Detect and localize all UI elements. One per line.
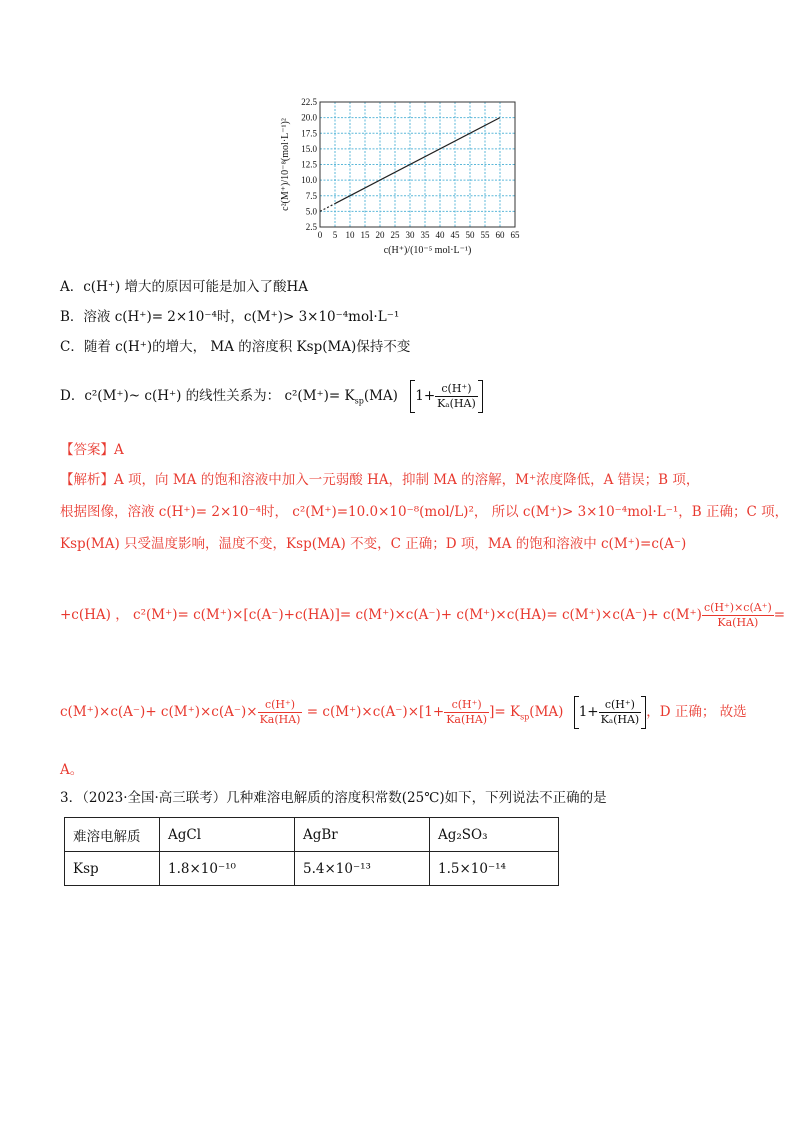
analysis-line-4-fraction [702, 601, 774, 630]
analysis-line-5-c: ]= K [489, 704, 521, 720]
table-cell: Ksp [65, 852, 160, 886]
y-tick-label: 10.0 [301, 175, 317, 186]
x-tick-label: 25 [390, 230, 400, 240]
analysis-line-5-d: (MA) [529, 704, 568, 720]
analysis-line-5-b: = c(M⁺)×c(A⁻)×[1+ [302, 704, 445, 720]
x-tick-label: 20 [375, 230, 385, 240]
x-tick-label: 15 [360, 230, 370, 240]
analysis-line-1: 【解析】A 项，向 MA 的饱和溶液中加入一元弱酸 HA，抑制 MA 的溶解，M⁺浓度降低，A 错误；B 项， [60, 472, 700, 488]
table-cell: 5.4×10⁻¹³ [295, 852, 430, 886]
x-tick-label: 35 [420, 230, 430, 240]
x-tick-label: 0 [317, 230, 323, 240]
ksp-table [64, 817, 559, 886]
option-d-denominator: Kₐ(HA) [437, 397, 476, 410]
option-d-sub: sp [354, 396, 364, 406]
option-c: C．随着 c(H⁺)的增大， MA 的溶度积 Ksp(MA)保持不变 [60, 339, 411, 355]
analysis-line-2: 根据图像，溶液 c(H⁺)= 2×10⁻⁴时， c²(M⁺)=10.0×10⁻⁸(mol/L)²， 所以 c(M⁺)> 3×10⁻⁴mol·L⁻¹，B 正确；C 项， [60, 504, 789, 520]
chart-ylabel: c²(M⁺)/10⁻⁸(mol·L⁻¹)² [280, 118, 291, 211]
analysis-line-6: A。 [60, 762, 84, 778]
table-header-row [65, 818, 559, 852]
x-tick-label: 55 [480, 230, 490, 240]
analysis-line-4-denominator: Ka(HA) [717, 616, 759, 629]
y-tick-label: 20.0 [301, 112, 317, 123]
table-header: Ag₂SO₃ [430, 818, 559, 852]
analysis-line-4-text: +c(HA) ， c²(M⁺)= c(M⁺)×[c(A⁻)+c(HA)]= c(M⁺)×c(A⁻)+ c(M⁺)×c(HA)= c(M⁺)×c(A⁻)+ c(M⁺) [60, 607, 702, 623]
analysis-line-5-fraction-2 [444, 698, 489, 727]
answer: 【答案】A [60, 442, 124, 458]
x-tick-label: 65 [510, 230, 520, 240]
option-d-fraction [435, 382, 478, 411]
analysis-line-5-den-2: Ka(HA) [446, 713, 488, 726]
analysis-line-3: Ksp(MA) 只受温度影响，温度不变，Ksp(MA) 不变，C 正确；D 项，MA 的饱和溶液中 c(M⁺)=c(A⁻) [60, 536, 687, 552]
analysis-line-5-den-1: Ka(HA) [259, 713, 301, 726]
y-tick-label: 7.5 [305, 190, 317, 201]
analysis-line-5-num-3: c(H⁺) [599, 698, 642, 713]
table-header: AgBr [295, 818, 430, 852]
analysis-line-5-sub: sp [520, 712, 530, 722]
table-header: 难溶电解质 [65, 818, 160, 852]
table-row [65, 852, 559, 886]
question-3: 3．（2023·全国·高三联考）几种难溶电解质的溶度积常数(25℃)如下，下列说法不正确的是 [60, 790, 607, 806]
y-tick-label: 5.0 [305, 206, 317, 217]
analysis-line-5-num-2: c(H⁺) [444, 698, 489, 713]
table-cell: 1.8×10⁻¹⁰ [160, 852, 295, 886]
y-tick-label: 2.5 [305, 222, 317, 232]
x-tick-label: 50 [465, 230, 475, 240]
option-b: B．溶液 c(H⁺)= 2×10⁻⁴时，c(M⁺)> 3×10⁻⁴mol·L⁻¹ [60, 309, 400, 325]
x-tick-label: 30 [405, 230, 415, 240]
option-d-numerator: c(H⁺) [435, 382, 478, 397]
option-d-one-plus: 1+ [415, 388, 436, 404]
analysis-line-5-bracket [574, 696, 647, 729]
option-d-bracket [410, 380, 483, 413]
table-header: AgCl [160, 818, 295, 852]
analysis-line-5-one-plus: 1+ [578, 704, 599, 720]
analysis-line-5-den-3: Kₐ(HA) [600, 713, 640, 726]
analysis-line-5-e: ，D 正确； 故选 [646, 704, 747, 720]
x-tick-label: 10 [345, 230, 355, 240]
analysis-line-5-a: c(M⁺)×c(A⁻)+ c(M⁺)×c(A⁻)× [60, 704, 258, 720]
x-tick-label: 45 [450, 230, 460, 240]
table-cell: 1.5×10⁻¹⁴ [430, 852, 559, 886]
series-line-dashed [320, 204, 335, 212]
y-tick-label: 12.5 [301, 159, 317, 170]
analysis-line-5-fraction-3 [599, 698, 642, 727]
analysis-line-4 [60, 601, 785, 630]
ksp-chart [250, 92, 550, 267]
chart-ticks [301, 97, 520, 240]
analysis-line-4-numerator: c(H⁺)×c(A⁺) [703, 601, 772, 614]
option-a: A．c(H⁺) 增大的原因可能是加入了酸HA [60, 279, 309, 295]
option-d [60, 380, 483, 413]
y-tick-label: 15.0 [301, 143, 317, 154]
series-line [335, 118, 500, 204]
analysis-line-4-end: = [773, 607, 786, 623]
y-tick-label: 22.5 [301, 97, 317, 107]
analysis-line-5 [60, 696, 747, 729]
x-tick-label: 5 [332, 230, 338, 240]
x-tick-label: 60 [495, 230, 505, 240]
chart-grid [320, 102, 515, 227]
y-tick-label: 17.5 [301, 128, 317, 139]
option-d-mid: (MA) [363, 388, 398, 404]
analysis-line-5-fraction-1 [258, 698, 303, 727]
chart-xlabel: c(H⁺)/(10⁻⁵ mol·L⁻¹) [383, 245, 472, 256]
analysis-line-5-num-1: c(H⁺) [258, 698, 303, 713]
chart-svg [250, 92, 550, 267]
x-tick-label: 40 [435, 230, 445, 240]
option-d-prefix: D．c²(M⁺)~ c(H⁺) 的线性关系为： c²(M⁺)= K [60, 388, 355, 404]
